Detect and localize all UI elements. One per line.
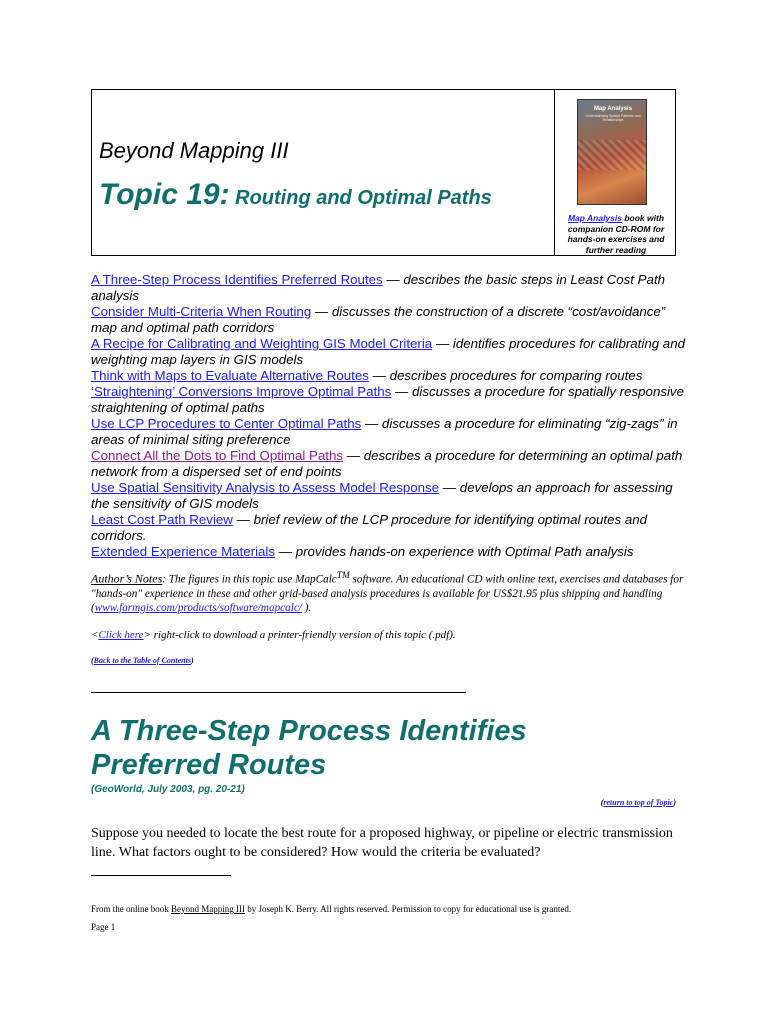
footer-prefix: From the online book bbox=[91, 904, 171, 914]
download-line bbox=[91, 629, 456, 641]
toc-item bbox=[91, 304, 691, 336]
return-open: ( bbox=[600, 798, 604, 807]
article-body: Suppose you needed to locate the best route for a proposed highway, or pipeline or electric transmission line. What factors ought to be considered? How would the criteria be evaluated? bbox=[91, 826, 673, 860]
topic-number: Topic 19: bbox=[99, 178, 230, 211]
toc-link[interactable]: Extended Experience Materials bbox=[91, 544, 276, 559]
toc-description: — discusses a procedure for spatially responsive straightening of optimal paths bbox=[91, 384, 684, 415]
section-separator bbox=[91, 692, 466, 693]
toc-description: — identifies procedures for calibrating and weighting map layers in GIS models bbox=[91, 336, 685, 367]
book-caption-text: book with companion CD-ROM for hands-on exercises and further reading bbox=[567, 213, 665, 255]
toc-description: — provides hands-on experience with Optimal Path analysis bbox=[275, 544, 634, 559]
toc-item bbox=[91, 384, 691, 416]
toc-link[interactable]: Least Cost Path Review bbox=[91, 512, 233, 527]
footer-suffix: by Joseph K. Berry. All rights reserved. Permission to copy for educational use is granted. bbox=[245, 904, 572, 914]
toc-link[interactable]: A Three-Step Process Identifies Preferred Routes bbox=[91, 272, 383, 287]
toc-link[interactable]: Use Spatial Sensitivity Analysis to Assess Model Response bbox=[91, 480, 440, 495]
toc-description: — describes a procedure for determining an optimal path network from a dispersed set of end points bbox=[91, 448, 683, 479]
back-to-toc-link[interactable]: Back to the Table of Contents bbox=[93, 656, 191, 665]
return-to-top-link[interactable]: return to top of Topic bbox=[603, 798, 674, 807]
notes-text-3: ). bbox=[301, 601, 312, 614]
book-cover-art bbox=[578, 140, 647, 170]
topic-header-box bbox=[91, 89, 676, 256]
notes-label: Author’s Notes bbox=[91, 571, 163, 586]
page-footer bbox=[91, 904, 571, 914]
return-close: ) bbox=[673, 798, 676, 807]
toc-description: — discusses the construction of a discrete “cost/avoidance” map and optimal path corridors bbox=[91, 304, 666, 335]
toc-item bbox=[91, 272, 691, 304]
download-text: > right-click to download a printer-friendly version of this topic (.pdf). bbox=[143, 629, 456, 641]
toc-link[interactable]: Consider Multi-Criteria When Routing bbox=[91, 304, 312, 319]
toc-link[interactable]: ‘Straightening’ Conversions Improve Optimal Paths bbox=[91, 384, 392, 399]
authors-notes bbox=[91, 569, 691, 615]
toc-link[interactable]: A Recipe for Calibrating and Weighting GIS Model Criteria bbox=[91, 336, 433, 351]
toc-description: — discusses a procedure for eliminating “zig-zags” in areas of minimal siting preference bbox=[91, 416, 678, 447]
series-title: Beyond Mapping III bbox=[99, 138, 289, 163]
return-to-top-line bbox=[601, 798, 676, 807]
map-analysis-link[interactable]: Map Analysis bbox=[567, 213, 622, 223]
toc-item bbox=[91, 368, 691, 384]
mapcalc-url-link[interactable]: www.farmgis.com/products/software/mapcalc/ bbox=[94, 601, 302, 614]
notes-text-1: : The figures in this topic use MapCalc bbox=[162, 573, 337, 586]
toc-item bbox=[91, 544, 691, 560]
footer-book-title: Beyond Mapping III bbox=[171, 904, 245, 914]
book-cover-subtitle: Understanding Spatial Patterns and Relationships bbox=[585, 114, 641, 122]
back-to-toc-line bbox=[91, 656, 194, 665]
footnote-rule bbox=[91, 875, 231, 876]
header-divider bbox=[554, 90, 555, 255]
click-here-link[interactable]: Click here bbox=[98, 629, 144, 641]
download-open: < bbox=[91, 629, 99, 641]
toc-item bbox=[91, 416, 691, 448]
page-number: Page 1 bbox=[91, 922, 116, 932]
book-caption bbox=[556, 213, 676, 255]
toc-item bbox=[91, 480, 691, 512]
toc-link[interactable]: Connect All the Dots to Find Optimal Paths bbox=[91, 448, 344, 463]
notes-text-2: software. An educational CD with online text, exercises and databases for "hands-on" experience in these and other grid-based analysis procedures is available for US$21.95 plus shipping and handling ( bbox=[91, 573, 684, 614]
article-title: A Three-Step Process Identifies Preferred Routes bbox=[91, 715, 527, 781]
topic-heading bbox=[99, 178, 492, 212]
toc-description: — describes the basic steps in Least Cost Path analysis bbox=[91, 272, 666, 303]
toc-description: — describes procedures for comparing routes bbox=[368, 368, 643, 383]
toc-description: — develops an approach for assessing the sensitivity of GIS models bbox=[91, 480, 673, 511]
article-source: (GeoWorld, July 2003, pg. 20-21) bbox=[91, 784, 245, 795]
book-cover-title: Map Analysis bbox=[593, 106, 633, 112]
back-close: ) bbox=[190, 656, 194, 665]
toc-item bbox=[91, 336, 691, 368]
toc-description: — brief review of the LCP procedure for identifying optimal routes and corridors. bbox=[91, 512, 648, 543]
book-cover-image[interactable] bbox=[577, 99, 647, 205]
back-open: ( bbox=[91, 656, 94, 665]
toc-item bbox=[91, 512, 691, 544]
toc-item bbox=[91, 448, 691, 480]
trademark-mark: TM bbox=[336, 571, 350, 581]
toc-link[interactable]: Think with Maps to Evaluate Alternative Routes bbox=[91, 368, 369, 383]
toc-link[interactable]: Use LCP Procedures to Center Optimal Paths bbox=[91, 416, 362, 431]
topic-subtitle: Routing and Optimal Paths bbox=[229, 187, 492, 209]
topic-contents-list bbox=[91, 272, 691, 560]
